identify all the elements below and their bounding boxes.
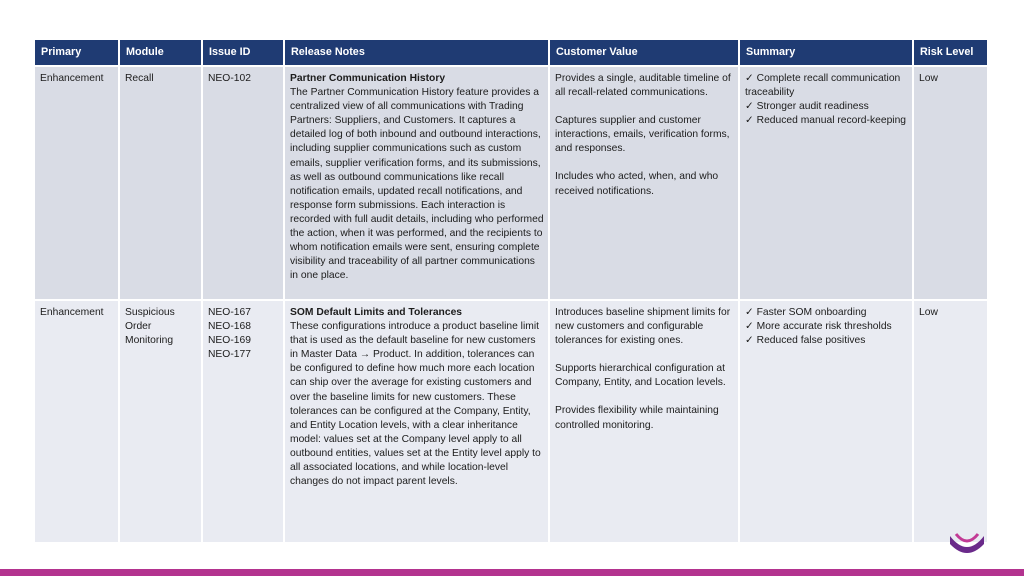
check-icon: ✓ [745, 101, 754, 113]
table-row [35, 66, 988, 300]
cell-module: Suspicious Order Monitoring [119, 300, 202, 542]
release-note-title: Partner Communication History [290, 73, 446, 84]
bottom-accent-bar [0, 569, 1024, 576]
cell-release-notes [284, 300, 549, 542]
brand-logo-icon [948, 532, 986, 556]
summary-item [745, 114, 908, 128]
header-summary: Summary [739, 40, 913, 66]
check-icon: ✓ [745, 307, 754, 318]
summary-item-text: Reduced manual record-keeping [756, 115, 907, 127]
summary-item-text: More accurate risk thresholds [756, 321, 892, 333]
issue-id: NEO-169 [208, 335, 251, 347]
check-icon: ✓ [745, 115, 754, 127]
summary-item [745, 72, 908, 100]
summary-item [745, 100, 908, 114]
summary-item [745, 306, 908, 320]
issue-id: NEO-168 [208, 321, 251, 333]
cell-primary: Enhancement [35, 66, 119, 300]
issue-id: NEO-167 [208, 307, 251, 318]
table-header-row [35, 40, 988, 66]
cell-issue-ids [202, 300, 284, 542]
issue-id: NEO-102 [208, 73, 251, 84]
summary-item-text: Faster SOM onboarding [756, 307, 867, 318]
header-primary: Primary [35, 40, 119, 66]
table-row [35, 300, 988, 542]
cell-summary [739, 300, 913, 542]
customer-value-paragraph: Supports hierarchical configuration at Company, Entity, and Location levels. [555, 363, 726, 389]
release-note-body: These configurations introduce a product baseline limit that is used as the default baseline for new customers in Master Data → Product. In addition, tolerances can be configured to define how much more each location can ship over the average for existing customers and over the baseline limits for new customers. These tolerances can be configured at the Company, Entity, and Entity Location levels, with a clear inheritance model: values set at the Company level apply to all outbound entities, values set at the Entity level apply to all associated locations, and while location-level changes do not impact parent levels. [290, 321, 541, 488]
cell-release-notes [284, 66, 549, 300]
header-release-notes: Release Notes [284, 40, 549, 66]
header-customer-value: Customer Value [549, 40, 739, 66]
customer-value-paragraph: Introduces baseline shipment limits for new customers and configurable tolerances for existing ones. [555, 307, 731, 347]
cell-risk-level: Low [913, 66, 988, 300]
customer-value-paragraph: Provides a single, auditable timeline of all recall-related communications. [555, 73, 731, 99]
cell-module: Recall [119, 66, 202, 300]
cell-customer-value [549, 300, 739, 542]
customer-value-paragraph: Includes who acted, when, and who received notifications. [555, 171, 719, 197]
header-risk-level: Risk Level [913, 40, 988, 66]
check-icon: ✓ [745, 335, 754, 347]
header-issue-id: Issue ID [202, 40, 284, 66]
release-note-title: SOM Default Limits and Tolerances [290, 307, 463, 318]
check-icon: ✓ [745, 73, 754, 84]
header-module: Module [119, 40, 202, 66]
customer-value-paragraph: Captures supplier and customer interactions, emails, verification forms, and responses. [555, 115, 730, 155]
summary-item [745, 334, 908, 348]
summary-item [745, 320, 908, 334]
cell-risk-level: Low [913, 300, 988, 542]
check-icon: ✓ [745, 321, 754, 333]
release-notes-table [35, 40, 989, 542]
issue-id: NEO-177 [208, 349, 251, 361]
summary-item-text: Reduced false positives [756, 335, 866, 347]
summary-item-text: Complete recall communication traceability [745, 73, 901, 99]
cell-customer-value [549, 66, 739, 300]
cell-issue-ids [202, 66, 284, 300]
customer-value-paragraph: Provides flexibility while maintaining controlled monitoring. [555, 405, 719, 431]
cell-primary: Enhancement [35, 300, 119, 542]
cell-summary [739, 66, 913, 300]
release-note-body: The Partner Communication History feature provides a centralized view of all communications with Trading Partners: Suppliers, and Customers. It captures a detailed log of both inbound and outbound interactions, including supplier communications such as custom emails, supplier verification forms, and its submissions, as well as outbound communications like recall notification emails, updated recall notifications, and response form submissions. Each interaction is recorded with full audit details, including who performed the action, when it was performed, and the recipients to whom notification emails were sent, ensuring complete visibility and traceability of all partner communications in one place. [290, 87, 544, 282]
summary-item-text: Stronger audit readiness [756, 101, 869, 113]
